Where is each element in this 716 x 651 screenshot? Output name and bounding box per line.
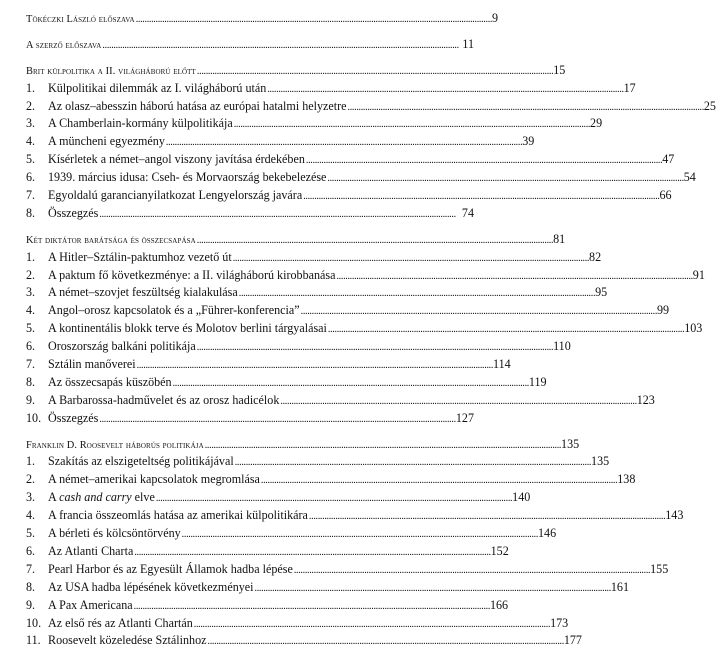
toc-item [26, 579, 629, 597]
toc-item-page: 146 [537, 526, 557, 541]
dot-leader [197, 63, 552, 81]
toc-item-page: 66 [659, 188, 672, 203]
toc-item-title-italic: cash and carry [59, 490, 132, 505]
toc-item-page: 161 [610, 579, 629, 594]
toc-item-title: Az első rés az Atlanti Chartán [48, 615, 193, 630]
toc-item-page: 47 [662, 152, 675, 167]
dot-leader [99, 411, 454, 429]
toc-item-page: 103 [684, 321, 703, 336]
toc-item [26, 320, 703, 338]
dot-leader [328, 321, 683, 339]
toc-item-number: 9. [26, 392, 36, 407]
toc-item-title: Sztálin manőverei [48, 357, 136, 372]
dot-leader [309, 508, 664, 526]
toc-item-number: 10. [26, 615, 42, 630]
dot-leader [99, 206, 461, 224]
toc-item-number: 5. [26, 526, 36, 541]
toc-item-page: 25 [703, 98, 716, 113]
toc-item-number: 1. [26, 80, 36, 95]
toc-front-entry-author-preface [26, 36, 474, 54]
toc-item [26, 374, 547, 392]
toc-entry-page: 11 [462, 36, 474, 51]
toc-item-number: 6. [26, 339, 36, 354]
toc-item [26, 489, 531, 507]
toc-item-title: Szakítás az elszigeteltség politikájával [48, 454, 234, 469]
toc-entry-title: Tökéczki László előszava [26, 14, 135, 25]
dot-leader [182, 526, 537, 544]
toc-item-title: Az összecsapás küszöbén [48, 374, 172, 389]
toc-item [26, 115, 603, 133]
dot-leader [327, 170, 682, 188]
toc-item-number: 8. [26, 374, 36, 389]
toc-item [26, 302, 670, 320]
toc-item-page: 114 [492, 357, 511, 372]
toc-item-page: 110 [553, 339, 571, 354]
toc-entry-page: 9 [492, 11, 499, 25]
dot-leader [235, 454, 590, 472]
toc-item-title: A müncheni egyezmény [48, 134, 165, 149]
toc-item [26, 453, 610, 471]
toc-item-page: 138 [617, 472, 636, 487]
toc-item [26, 410, 474, 428]
toc-item [26, 267, 705, 285]
toc-item-number: 3. [26, 490, 36, 505]
toc-item-number: 2. [26, 98, 36, 113]
toc-item [26, 471, 636, 489]
toc-item [26, 615, 569, 633]
toc-item-title: A paktum fő következménye: a II. világháború kirobbanása [48, 267, 336, 282]
toc-item [26, 169, 696, 187]
toc-item-page: 155 [650, 561, 669, 576]
toc-item-title: Kísérletek a német–angol viszony javítása érdekében [48, 152, 305, 167]
dot-leader [134, 544, 489, 562]
toc-item-title: Angol–orosz kapcsolatok és a „Führer-konferencia” [48, 303, 300, 318]
dot-leader [239, 285, 594, 303]
toc-item-number: 8. [26, 205, 36, 220]
toc-item-number: 5. [26, 321, 36, 336]
toc-item-title: Oroszország balkáni politikája [48, 339, 196, 354]
toc-item-page: 166 [489, 597, 509, 612]
dot-leader [134, 598, 489, 616]
toc-item-page: 177 [563, 633, 582, 648]
toc-section-page: 15 [553, 62, 566, 77]
toc-item [26, 561, 669, 579]
dot-leader [137, 357, 492, 375]
toc-item-number: 1. [26, 454, 36, 469]
dot-leader [280, 393, 635, 411]
toc-item-title: Külpolitikai dilemmák az I. világháború után [48, 80, 267, 95]
dot-leader [234, 116, 589, 134]
toc-item-number: 4. [26, 508, 36, 523]
toc-item-number: 4. [26, 303, 36, 318]
dot-leader [301, 303, 656, 321]
dot-leader [336, 268, 691, 286]
toc-section-british-policy [26, 62, 566, 80]
toc-item [26, 249, 602, 267]
toc-item-number: 10. [26, 410, 42, 425]
dot-leader [136, 11, 491, 29]
toc-item [26, 187, 672, 205]
toc-item-number: 11. [26, 633, 41, 648]
toc-item-page: 135 [591, 454, 610, 469]
toc-item [26, 80, 636, 98]
dot-leader [194, 616, 549, 634]
toc-item-page: 54 [683, 170, 696, 185]
toc-item-title: A Pax Americana [48, 597, 133, 612]
toc-item-number: 2. [26, 472, 36, 487]
toc-item-title [48, 489, 155, 507]
toc-item-title: 1939. március idusa: Cseh- és Morvaország bekebelezése [48, 170, 327, 185]
dot-leader [294, 562, 649, 580]
toc-item-number: 3. [26, 285, 36, 300]
toc-item [26, 98, 716, 116]
toc-item [26, 543, 509, 561]
toc-item [26, 392, 655, 410]
toc-section-title: Franklin D. Roosevelt háborús politikája [26, 439, 204, 451]
toc-item-number: 1. [26, 249, 36, 264]
toc-item [26, 632, 582, 650]
toc-item-number: 7. [26, 561, 36, 576]
toc-item-page: 152 [490, 543, 509, 558]
toc-item-title: A francia összeomlás hatása az amerikai külpolitikára [48, 508, 308, 523]
toc-item-number: 7. [26, 188, 36, 203]
toc-item-title: A Hitler–Sztálin-paktumhoz vezető út [48, 249, 232, 264]
dot-leader [348, 99, 703, 117]
toc-item-title: Az USA hadba lépésének következményei [48, 579, 254, 594]
dot-leader [261, 472, 616, 490]
toc-entry-title: A szerző előszava [26, 39, 102, 51]
toc-item-page: 91 [692, 267, 705, 282]
dot-leader [306, 152, 661, 170]
toc-item-number: 2. [26, 267, 36, 282]
toc-item-number: 6. [26, 170, 36, 185]
toc-section-page: 135 [561, 436, 580, 451]
toc-item-page: 82 [589, 249, 602, 264]
toc-item-number: 4. [26, 134, 36, 149]
toc-item-number: 3. [26, 116, 36, 131]
toc-section-title: Két diktátor barátsága és összecsapása [26, 234, 196, 246]
toc-item-page: 17 [623, 80, 636, 95]
toc-item [26, 525, 557, 543]
dot-leader [156, 490, 511, 508]
dot-leader [173, 375, 528, 393]
toc-item-title: A Barbarossa-hadművelet és az orosz hadicélok [48, 392, 280, 407]
toc-item [26, 338, 571, 356]
toc-item-title: Összegzés [48, 205, 99, 220]
dot-leader [102, 37, 461, 55]
toc-item-title: Egyoldalú garancianyilatkozat Lengyelország javára [48, 188, 303, 203]
toc-item-title: Az Atlanti Charta [48, 543, 134, 558]
dot-leader [197, 232, 552, 250]
toc-item-number: 8. [26, 579, 36, 594]
toc-section-page: 81 [553, 231, 566, 246]
dot-leader [233, 250, 588, 268]
toc-item-page: 29 [590, 116, 603, 131]
toc-item-page: 119 [528, 374, 547, 389]
toc-item-page: 39 [522, 134, 535, 149]
toc-item [26, 151, 675, 169]
toc-item-title-prefix: A [48, 490, 60, 505]
toc-item-page: 140 [512, 490, 531, 505]
toc-item [26, 507, 684, 525]
toc-item-title: Roosevelt közeledése Sztálinhoz [48, 633, 207, 648]
toc-item-page: 74 [461, 205, 474, 220]
toc-item-title: Az olasz–abesszin háború hatása az európai hatalmi helyzetre [48, 98, 347, 113]
toc-item-number: 7. [26, 357, 36, 372]
dot-leader [255, 580, 610, 598]
toc-item-title: Pearl Harbor és az Egyesült Államok hadba lépése [48, 561, 293, 576]
toc-section-title: Brit külpolitika a II. világháború előtt [26, 65, 196, 77]
toc-item-title: A bérleti és kölcsöntörvény [48, 526, 181, 541]
dot-leader [267, 81, 622, 99]
toc-item-number: 6. [26, 543, 36, 558]
toc-section-two-dictators [26, 231, 566, 249]
toc-item-page: 95 [595, 285, 608, 300]
toc-section-roosevelt [26, 436, 580, 454]
toc-item-number: 9. [26, 597, 36, 612]
toc-item [26, 356, 511, 374]
toc-item-title-suffix: elve [131, 490, 155, 505]
toc-item-page: 127 [455, 410, 474, 425]
toc-item-title: A Chamberlain-kormány külpolitikája [48, 116, 233, 131]
dot-leader [197, 339, 552, 357]
toc-item-page: 143 [665, 508, 684, 523]
dot-leader [208, 633, 563, 651]
toc-item [26, 597, 509, 615]
toc-front-entry-foreword [26, 10, 499, 28]
toc-item-page: 173 [550, 615, 569, 630]
table-of-contents [26, 10, 716, 650]
toc-item-title: A német–amerikai kapcsolatok megromlása [48, 472, 260, 487]
toc-item [26, 284, 608, 302]
dot-leader [166, 134, 521, 152]
dot-leader [303, 188, 658, 206]
toc-item [26, 133, 535, 151]
toc-item-page: 99 [656, 303, 670, 318]
dot-leader [205, 437, 560, 455]
toc-item-title: A német–szovjet feszültség kialakulása [48, 285, 238, 300]
toc-item-title: Összegzés [48, 410, 99, 425]
toc-item-title: A kontinentális blokk terve és Molotov berlini tárgyalásai [48, 321, 327, 336]
toc-item-number: 5. [26, 152, 36, 167]
toc-item [26, 205, 474, 223]
toc-item-page: 123 [636, 392, 655, 407]
